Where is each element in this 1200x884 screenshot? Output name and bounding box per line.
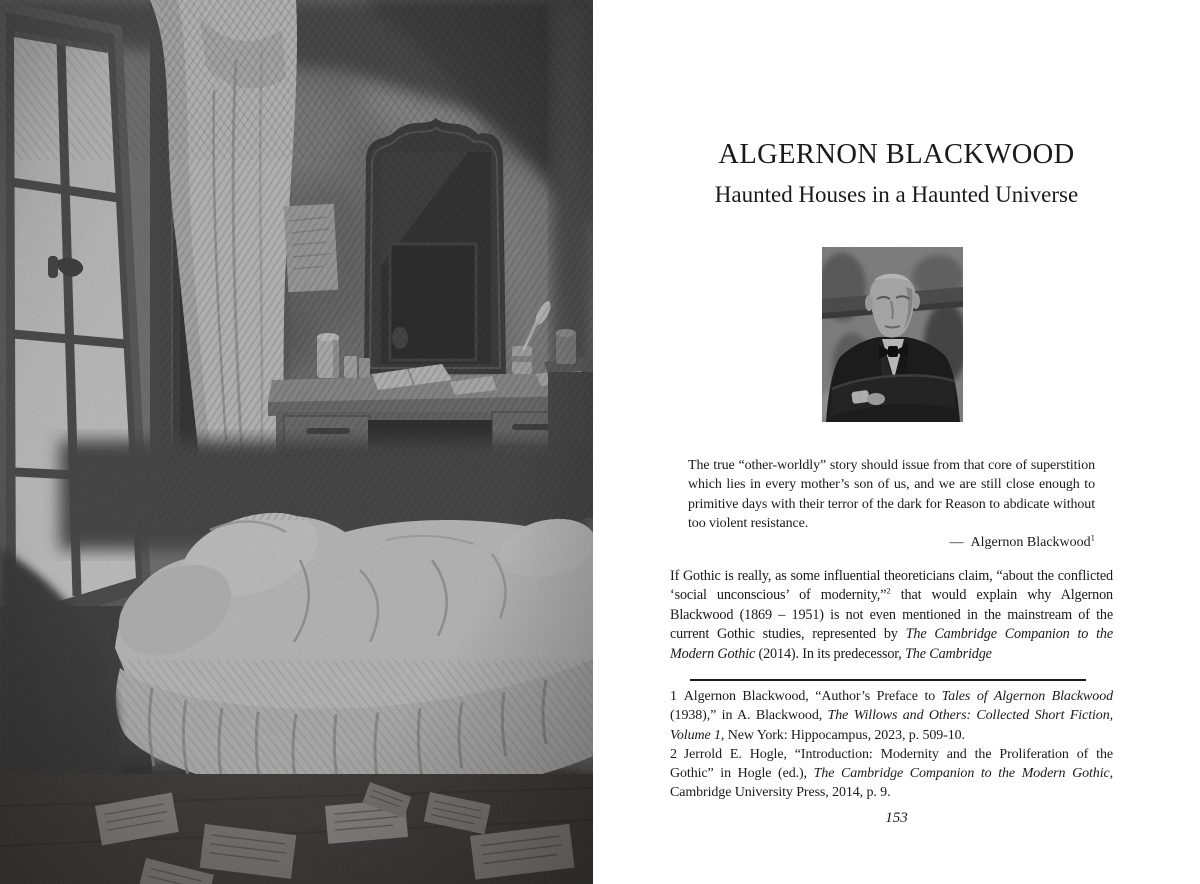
body-paragraph: If Gothic is really, as some influential theoreticians claim, “about the conflicted ‘social unconscious’ of modernity,”$^2$ that would explain why Algernon Blackwood (1869 – 1951) is not even mentioned in the mainstream of the current Gothic studies, represented by The Cambridge Companion to the Modern Gothic (2014). In its predecessor, The Cambridge: [670, 568, 1113, 662]
chapter-subtitle: Haunted Houses in a Haunted Universe: [714, 182, 1079, 207]
bedroom-illustration: [0, 0, 593, 884]
footnote-divider: [690, 679, 1086, 681]
epigraph-quote: The true “other-worldly” story should issue from that core of superstition which lies in every mother’s son of us, and we are still close enough to primitive days with their terror of the dark for Reason to abdicate without too violent resistance.: [688, 458, 1095, 531]
chapter-title: ALGERNON BLACKWOOD: [718, 139, 1075, 170]
epigraph-attribution: — Algernon Blackwood$^1$: [949, 532, 1095, 550]
author-portrait-svg: [822, 247, 963, 422]
author-portrait-photo: [822, 247, 963, 422]
footnote-1: 1 Algernon Blackwood, “Author’s Preface to Tales of Algernon Blackwood (1938),” in A. Blackwood, The Willows and Others: Collected Short Fiction, Volume 1, New York: Hippocampus, 2023, p. 509-10.: [670, 689, 1113, 743]
vignette: [0, 0, 593, 884]
book-page: [593, 0, 1200, 884]
photo-grain: [822, 247, 963, 422]
footnotes: [670, 687, 1113, 803]
footnote-2: 2 Jerrold E. Hogle, “Introduction: Modernity and the Proliferation of the Gothic” in Hogle (ed.), The Cambridge Companion to the Modern Gothic, Cambridge University Press, 2014, p. 9.: [670, 746, 1114, 801]
bedroom-illustration-svg: [0, 0, 593, 884]
page-number: 153: [885, 810, 908, 826]
